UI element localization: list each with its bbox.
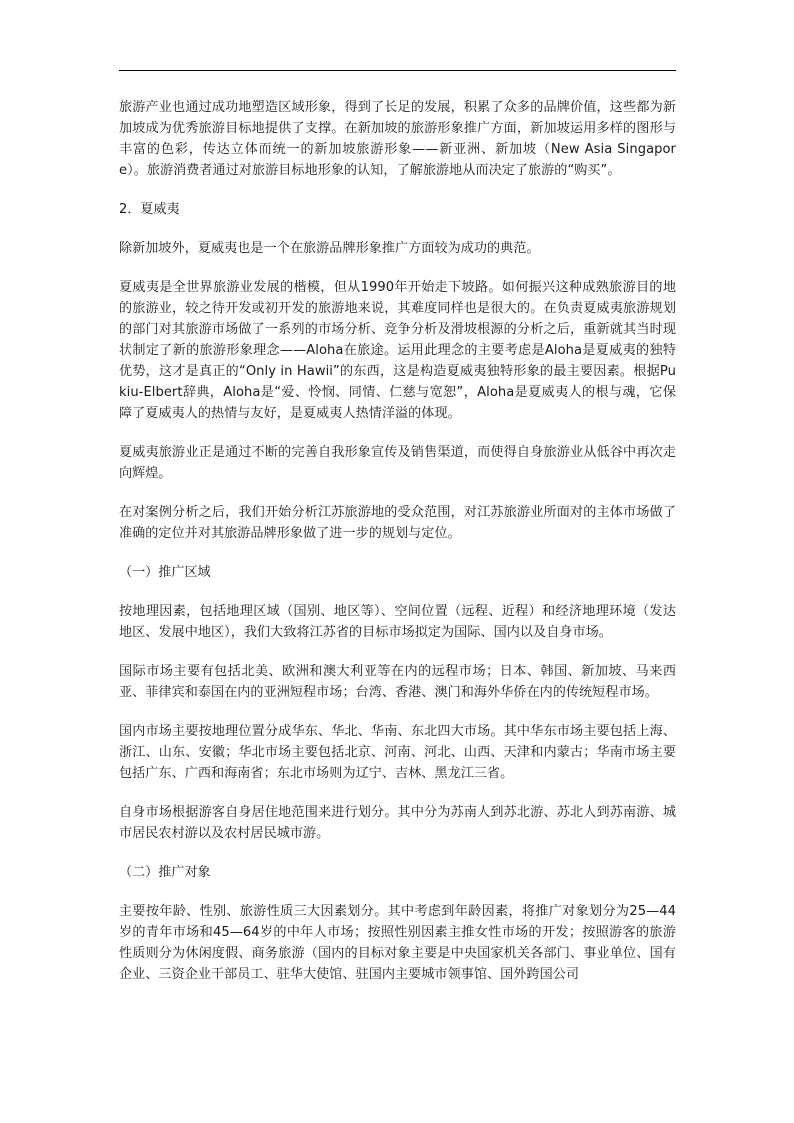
paragraph-hawaii-aloha: 夏威夷是全世界旅游业发展的楷模，但从1990年开始走下坡路。如何振兴这种成熟旅游目的地的旅游业，较之待开发或初开发的旅游地来说，其难度同样也是很大的。在负责夏威夷旅游规划的部门对其旅游市场做了一系列的市场分析、竞争分析及滑坡根源的分析之后，重新就其当时现状制定了新的旅游形象理念——Aloha在旅途。运用此理念的主要考虑是Aloha是夏威夷的独特优势，这才是真正的“Only in Hawii”的东西，这是构造夏威夷独特形象的最主要因素。根据Pukiu-Elbert辞典，Aloha是“爱、怜悯、同情、仁慈与宽恕”，Aloha是夏威夷人的根与魂，它保障了夏威夷人的热情与友好，是夏威夷人热情洋溢的体现。: [119, 280, 676, 421]
paragraph-target-segments: 主要按年龄、性别、旅游性质三大因素划分。其中考虑到年龄因素，将推广对象划分为25—44岁的青年市场和45—64岁的中年人市场；按照性别因素主推女性市场的开发；按照游客的旅游性质则分为休闲度假、商务旅游（国内的目标对象主要是中央国家机关各部门、事业单位、国有企业、三资企业干部员工、驻华大使馆、驻国内主要城市领事馆、国外跨国公司: [119, 904, 676, 982]
paragraph-hawaii-recovery: 夏威夷旅游业正是通过不断的完善自我形象宣传及销售渠道，而使得自身旅游业从低谷中再次走向辉煌。: [119, 445, 676, 481]
header-rule: [119, 70, 676, 71]
section-heading-hawaii: 2．夏威夷: [119, 202, 180, 217]
paragraph-geographic-factors: 按地理因素，包括地理区域（国别、地区等）、空间位置（远程、近程）和经济地理环境（发达地区、发展中地区），我们大致将江苏省的目标市场拟定为国际、国内以及自身市场。: [119, 604, 676, 640]
section-heading-promotion-region: （一）推广区域: [119, 565, 211, 580]
paragraph-local-market: 自身市场根据游客自身居住地范围来进行划分。其中分为苏南人到苏北游、苏北人到苏南游、城市居民农村游以及农村居民城市游。: [119, 805, 676, 841]
paragraph-domestic-market: 国内市场主要按地理位置分成华东、华北、华南、东北四大市场。其中华东市场主要包括上海、浙江、山东、安徽；华北市场主要包括北京、河南、河北、山西、天津和内蒙古；华南市场主要包括广东、广西和海南省；东北市场则为辽宁、吉林、黑龙江三省。: [119, 724, 676, 781]
paragraph-jiangsu-analysis: 在对案例分析之后，我们开始分析江苏旅游地的受众范围，对江苏旅游业所面对的主体市场做了准确的定位并对其旅游品牌形象做了进一步的规划与定位。: [119, 505, 676, 541]
section-heading-promotion-target: （二）推广对象: [119, 865, 211, 880]
paragraph-international-market: 国际市场主要有包括北美、欧洲和澳大利亚等在内的远程市场；日本、韩国、新加坡、马来西亚、菲律宾和泰国在内的亚洲短程市场；台湾、香港、澳门和海外华侨在内的传统短程市场。: [119, 664, 676, 700]
paragraph-hawaii-intro: 除新加坡外，夏威夷也是一个在旅游品牌形象推广方面较为成功的典范。: [119, 241, 540, 256]
document-body: [119, 97, 676, 1003]
paragraph-singapore-image: 旅游产业也通过成功地塑造区域形象，得到了长足的发展，积累了众多的品牌价值，这些都为新加坡成为优秀旅游目标地提供了支撑。在新加坡的旅游形象推广方面，新加坡运用多样的图形与丰富的色彩，传达立体而统一的新加坡旅游形象——新亚洲、新加坡（New Asia Singapore）。旅游消费者通过对旅游目标地形象的认知，了解旅游地从而决定了旅游的“购买”。: [119, 100, 676, 178]
